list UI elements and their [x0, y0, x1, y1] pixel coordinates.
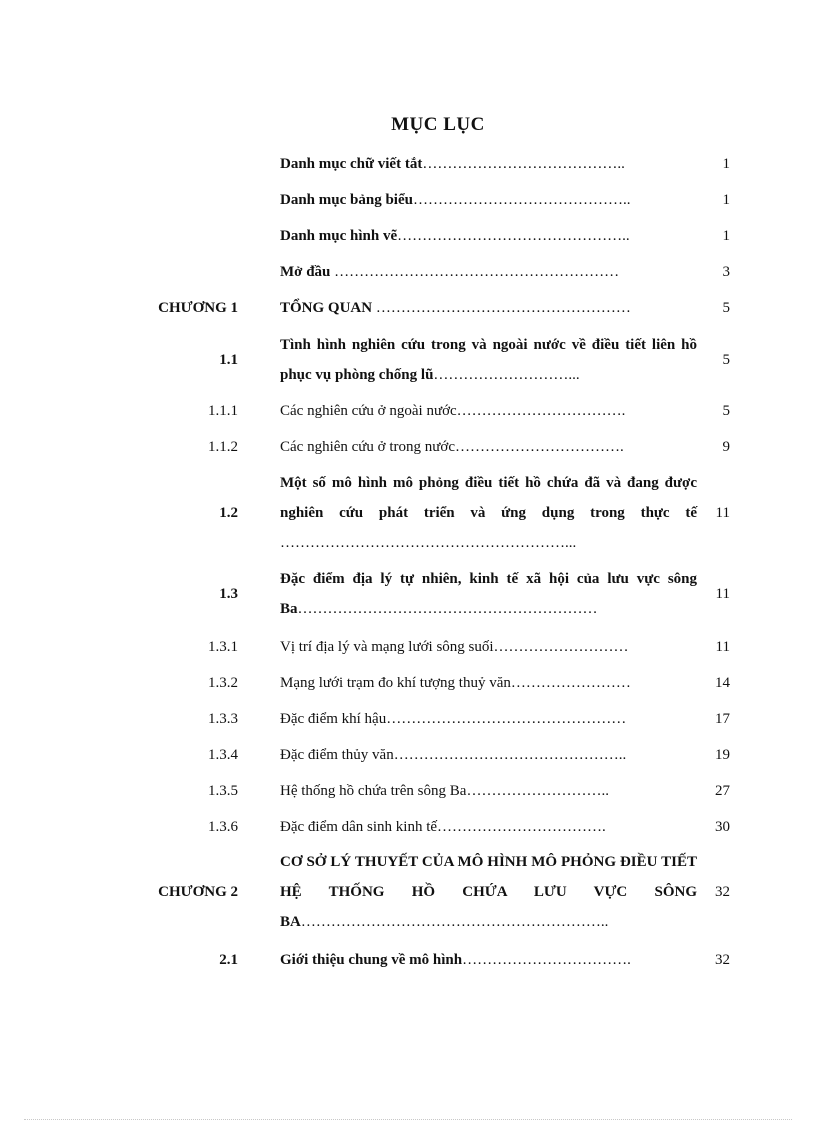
toc-entry-leader-dots: ………………………	[493, 639, 629, 655]
toc-entry-title-text: Đặc điểm dân sinh kinh tế	[280, 819, 438, 835]
toc-entry-leader-dots: …………………………………………	[386, 711, 627, 727]
toc-entry-title-text: Giới thiệu chung về mô hình	[280, 952, 463, 968]
toc-entry-title	[280, 330, 697, 390]
toc-entry-page-number: 30	[715, 818, 730, 835]
toc-entry-leader-dots: ………………………...	[433, 367, 580, 383]
toc-entry-title	[280, 396, 697, 426]
toc-entry-leader-dots: …………………………………..	[422, 156, 625, 172]
toc-entry-number: 2.1	[219, 951, 238, 968]
toc-entry[interactable]	[0, 185, 816, 215]
toc-entry[interactable]	[0, 704, 816, 734]
toc-entry[interactable]	[0, 221, 816, 251]
toc-entry-leader-dots: ……………………………………………………	[297, 601, 598, 617]
toc-entry-page-number: 17	[715, 710, 730, 727]
toc-entry[interactable]	[0, 847, 816, 937]
toc-entry[interactable]	[0, 632, 816, 662]
toc-entry-title-text: Đặc điểm địa lý tự nhiên, kinh tế xã hội của lưu vực sông Ba	[280, 571, 697, 617]
toc-entry-number: 1.3.5	[208, 782, 238, 799]
toc-entry[interactable]	[0, 776, 816, 806]
toc-entry-page-number: 11	[715, 585, 730, 602]
toc-entry-title-text: Đặc điểm khí hậu	[280, 711, 387, 727]
toc-entry-title	[280, 221, 697, 251]
toc-entry-leader-dots: …………………………….	[462, 952, 631, 968]
toc-entry-title	[280, 740, 697, 770]
page-title: MỤC LỤC	[391, 114, 485, 135]
toc-entry-title	[280, 704, 697, 734]
toc-entry-leader-dots: …………………………………………………...	[280, 535, 577, 551]
toc-entry-title-text: Mạng lưới trạm đo khí tượng thuỷ văn	[280, 675, 511, 691]
toc-entry[interactable]	[0, 812, 816, 842]
toc-entry-leader-dots: ………………………..	[466, 783, 609, 799]
toc-entry-title	[280, 776, 697, 806]
toc-entry[interactable]	[0, 257, 816, 287]
toc-entry-title-text: Các nghiên cứu ở ngoài nước	[280, 403, 457, 419]
toc-entry-title	[280, 185, 697, 215]
toc-entry-number: 1.1.1	[208, 402, 238, 419]
toc-entry-title	[280, 812, 697, 842]
toc-entry-number: 1.3.1	[208, 638, 238, 655]
toc-entry-title	[280, 468, 697, 558]
toc-entry-title-text: Hệ thống hồ chứa trên sông Ba	[280, 783, 467, 799]
toc-entry-leader-dots: …………………………….	[455, 439, 624, 455]
toc-entry-title-text: Các nghiên cứu ở trong nước	[280, 439, 455, 455]
toc-entry-title-text: Danh mục hình vẽ	[280, 228, 398, 244]
toc-entry-leader-dots: ………………………………………..	[397, 228, 630, 244]
toc-entry-page-number: 19	[715, 746, 730, 763]
toc-entry-title	[280, 564, 697, 624]
toc-entry-leader-dots: ……………………………………………	[372, 300, 631, 316]
toc-entry-leader-dots: ……………………	[510, 675, 631, 691]
toc-entry-page-number: 27	[715, 782, 730, 799]
toc-entry[interactable]	[0, 468, 816, 558]
toc-entry-title	[280, 847, 697, 937]
toc-entry-title	[280, 668, 697, 698]
toc-entry-title-text: CƠ SỞ LÝ THUYẾT CỦA MÔ HÌNH MÔ PHỎNG ĐIỀU TIẾT HỆ THỐNG HỒ CHỨA LƯU VỰC SÔNG BA	[280, 854, 697, 930]
toc-entry-number: 1.3.6	[208, 818, 238, 835]
toc-entry-number: 1.1	[219, 351, 238, 368]
toc-entry-title-text: Danh mục chữ viết tắt	[280, 156, 423, 172]
toc-entry-page-number: 5	[722, 351, 730, 368]
page-footer-divider	[24, 1119, 792, 1120]
toc-entry-title-text: Vị trí địa lý và mạng lưới sông suối	[280, 639, 494, 655]
toc-entry-leader-dots: …………………………………………………	[330, 264, 620, 280]
toc-entry[interactable]	[0, 330, 816, 390]
toc-entry-title	[280, 632, 697, 662]
toc-entry-title	[280, 945, 697, 975]
toc-entry-page-number: 3	[722, 263, 730, 280]
toc-entry-page-number: 1	[722, 191, 730, 208]
toc-entry-leader-dots: …………………………….	[456, 403, 626, 419]
toc-entry[interactable]	[0, 945, 816, 975]
toc-entry-leader-dots: ………………………………………..	[393, 747, 627, 763]
toc-entry-title-text: Danh mục bảng biểu	[280, 192, 413, 208]
toc-entry-leader-dots: …………………………….	[437, 819, 606, 835]
toc-entry-leader-dots: ……………………………………..	[412, 192, 631, 208]
toc-entry-page-number: 1	[722, 227, 730, 244]
toc-entry-page-number: 1	[722, 155, 730, 172]
toc-entry-title-text: Đặc điểm thủy văn	[280, 747, 394, 763]
toc-entry-page-number: 32	[715, 951, 730, 968]
toc-entry-page-number: 5	[722, 402, 730, 419]
toc-entry[interactable]	[0, 396, 816, 426]
toc-entry[interactable]	[0, 432, 816, 462]
toc-entry-leader-dots: ……………………………………………………..	[300, 914, 609, 930]
toc-entry-page-number: 11	[715, 504, 730, 521]
toc-entry-page-number: 11	[715, 638, 730, 655]
toc-entry-title-text: Tình hình nghiên cứu trong và ngoài nước về điều tiết liên hồ phục vụ phòng chống lũ	[280, 337, 697, 383]
toc-entry-title	[280, 149, 697, 179]
toc-entry-number: 1.3.3	[208, 710, 238, 727]
toc-entry[interactable]	[0, 293, 816, 323]
toc-entry-title-text: Một số mô hình mô phỏng điều tiết hồ chứa đã và đang được nghiên cứu phát triển và ứng dụng trong thực tế	[280, 475, 697, 521]
toc-entry-number: CHƯƠNG 1	[158, 299, 238, 316]
toc-entry-number: 1.3.2	[208, 674, 238, 691]
toc-entry-title-text: TỔNG QUAN	[280, 300, 373, 316]
toc-entry[interactable]	[0, 149, 816, 179]
toc-entry[interactable]	[0, 564, 816, 624]
toc-entry-number: CHƯƠNG 2	[158, 883, 238, 900]
toc-entry-page-number: 9	[722, 438, 730, 455]
toc-entry-title	[280, 432, 697, 462]
toc-entry-page-number: 32	[715, 883, 730, 900]
toc-entry[interactable]	[0, 740, 816, 770]
toc-entry-number: 1.2	[219, 504, 238, 521]
toc-entry-page-number: 5	[722, 299, 730, 316]
toc-entry-title	[280, 257, 697, 287]
toc-entry-page-number: 14	[715, 674, 730, 691]
toc-entry[interactable]	[0, 668, 816, 698]
toc-entry-number: 1.3.4	[208, 746, 238, 763]
toc-entry-number: 1.1.2	[208, 438, 238, 455]
toc-entry-number: 1.3	[219, 585, 238, 602]
toc-entry-title	[280, 293, 697, 323]
toc-entry-title-text: Mở đầu	[280, 264, 331, 280]
